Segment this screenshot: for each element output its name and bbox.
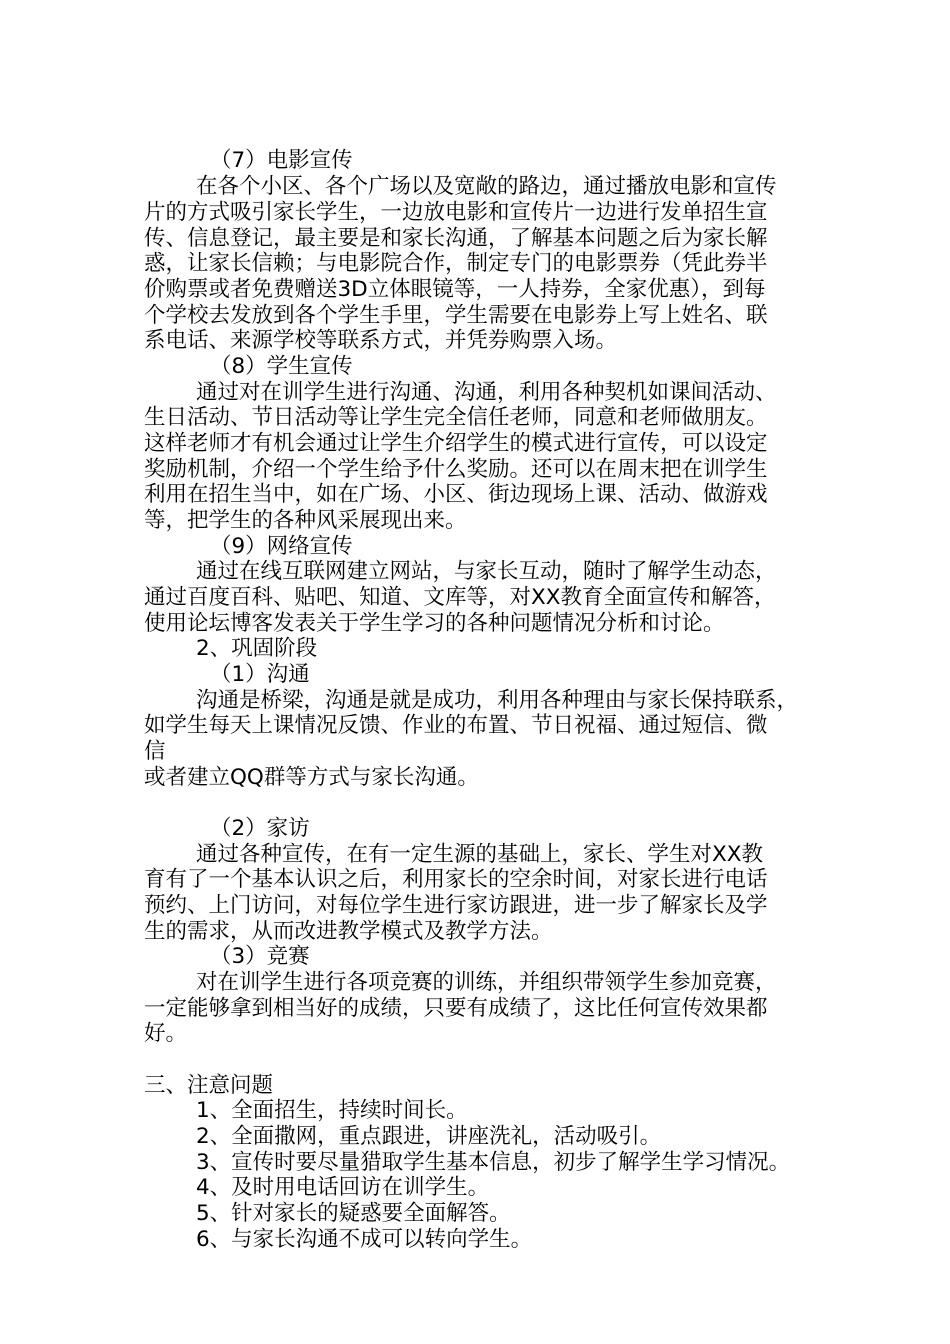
paragraph-line: 系电话、来源学校等联系方式，并凭券购票入场。: [144, 328, 618, 353]
paragraph-line: 等，把学生的各种风采展现出来。: [144, 508, 467, 533]
paragraph-line: 惑，让家长信赖；与电影院合作，制定专门的电影票券（凭此券半: [144, 251, 768, 276]
heading-movie-promotion: （7）电影宣传: [210, 148, 353, 173]
paragraph-line: 这样老师才有机会通过让学生介绍学生的模式进行宣传，可以设定: [144, 431, 768, 456]
list-item: 6、与家长沟通不成可以转向学生。: [196, 1227, 533, 1252]
heading-home-visit: （2）家访: [210, 816, 310, 841]
paragraph-line: 通过对在训学生进行沟通、沟通，利用各种契机如课间活动、: [196, 380, 777, 405]
heading-online-promotion: （9）网络宣传: [210, 534, 353, 559]
heading-student-promotion: （8）学生宣传: [210, 354, 353, 379]
list-item: 2、全面撒网，重点跟进，讲座洗礼，活动吸引。: [196, 1124, 662, 1149]
list-item: 5、针对家长的疑惑要全面解答。: [196, 1201, 511, 1226]
paragraph-line: 生的需求，从而改进教学模式及教学方法。: [144, 919, 553, 944]
heading-communication: （1）沟通: [210, 662, 310, 687]
heading-competition: （3）竞赛: [210, 944, 310, 969]
heading-consolidation-stage: 2、巩固阶段: [196, 636, 318, 661]
paragraph-line: 传、信息登记，最主要是和家长沟通，了解基本问题之后为家长解: [144, 226, 768, 251]
paragraph-line: 通过在线互联网建立网站，与家长互动，随时了解学生动态，: [196, 559, 777, 584]
paragraph-line: 个学校去发放到各个学生手里，学生需要在电影券上写上姓名、联: [144, 303, 768, 328]
heading-section-notes: 三、注意问题: [144, 1073, 274, 1098]
list-item: 1、全面招生，持续时间长。: [196, 1098, 468, 1123]
paragraph-line: 预约、上门访问，对每位学生进行家访跟进，进一步了解家长及学: [144, 893, 768, 918]
paragraph-line: 片的方式吸引家长学生，一边放电影和宣传片一边进行发单招生宣: [144, 200, 768, 225]
paragraph-line: 通过百度百科、贴吧、知道、文库等，对XX教育全面宣传和解答，: [144, 585, 776, 610]
paragraph-line: 奖励机制，介绍一个学生给予什么奖励。还可以在周末把在训学生: [144, 457, 768, 482]
paragraph-line: 或者建立QQ群等方式与家长沟通。: [144, 765, 479, 790]
paragraph-line: 好。: [144, 1021, 188, 1046]
paragraph-line: 生日活动、节日活动等让学生完全信任老师，同意和老师做朋友。: [144, 405, 768, 430]
paragraph-line: 一定能够拿到相当好的成绩，只要有成绩了，这比任何宣传效果都: [144, 996, 768, 1021]
paragraph-line: 对在训学生进行各项竞赛的训练，并组织带领学生参加竞赛，: [196, 970, 777, 995]
paragraph-line: 信: [144, 739, 166, 764]
list-item: 4、及时用电话回访在训学生。: [196, 1175, 490, 1200]
paragraph-line: 育有了一个基本认识之后，利用家长的空余时间，对家长进行电话: [144, 867, 768, 892]
paragraph-line: 使用论坛博客发表关于学生学习的各种问题情况分析和讨论。: [144, 611, 725, 636]
paragraph-line: 如学生每天上课情况反馈、作业的布置、节日祝福、通过短信、微: [144, 713, 768, 738]
paragraph-line: 通过各种宣传，在有一定生源的基础上，家长、学生对XX教: [196, 842, 763, 867]
paragraph-line: 沟通是桥梁，沟通是就是成功，利用各种理由与家长保持联系，: [196, 688, 799, 713]
paragraph-line: 价购票或者免费赠送3D立体眼镜等，一人持券，全家优惠），到每: [144, 277, 766, 302]
paragraph-line: 在各个小区、各个广场以及宽敞的路边，通过播放电影和宣传: [196, 174, 777, 199]
paragraph-line: 利用在招生当中，如在广场、小区、街边现场上课、活动、做游戏: [144, 482, 768, 507]
list-item: 3、宣传时要尽量猎取学生基本信息，初步了解学生学习情况。: [196, 1150, 791, 1175]
